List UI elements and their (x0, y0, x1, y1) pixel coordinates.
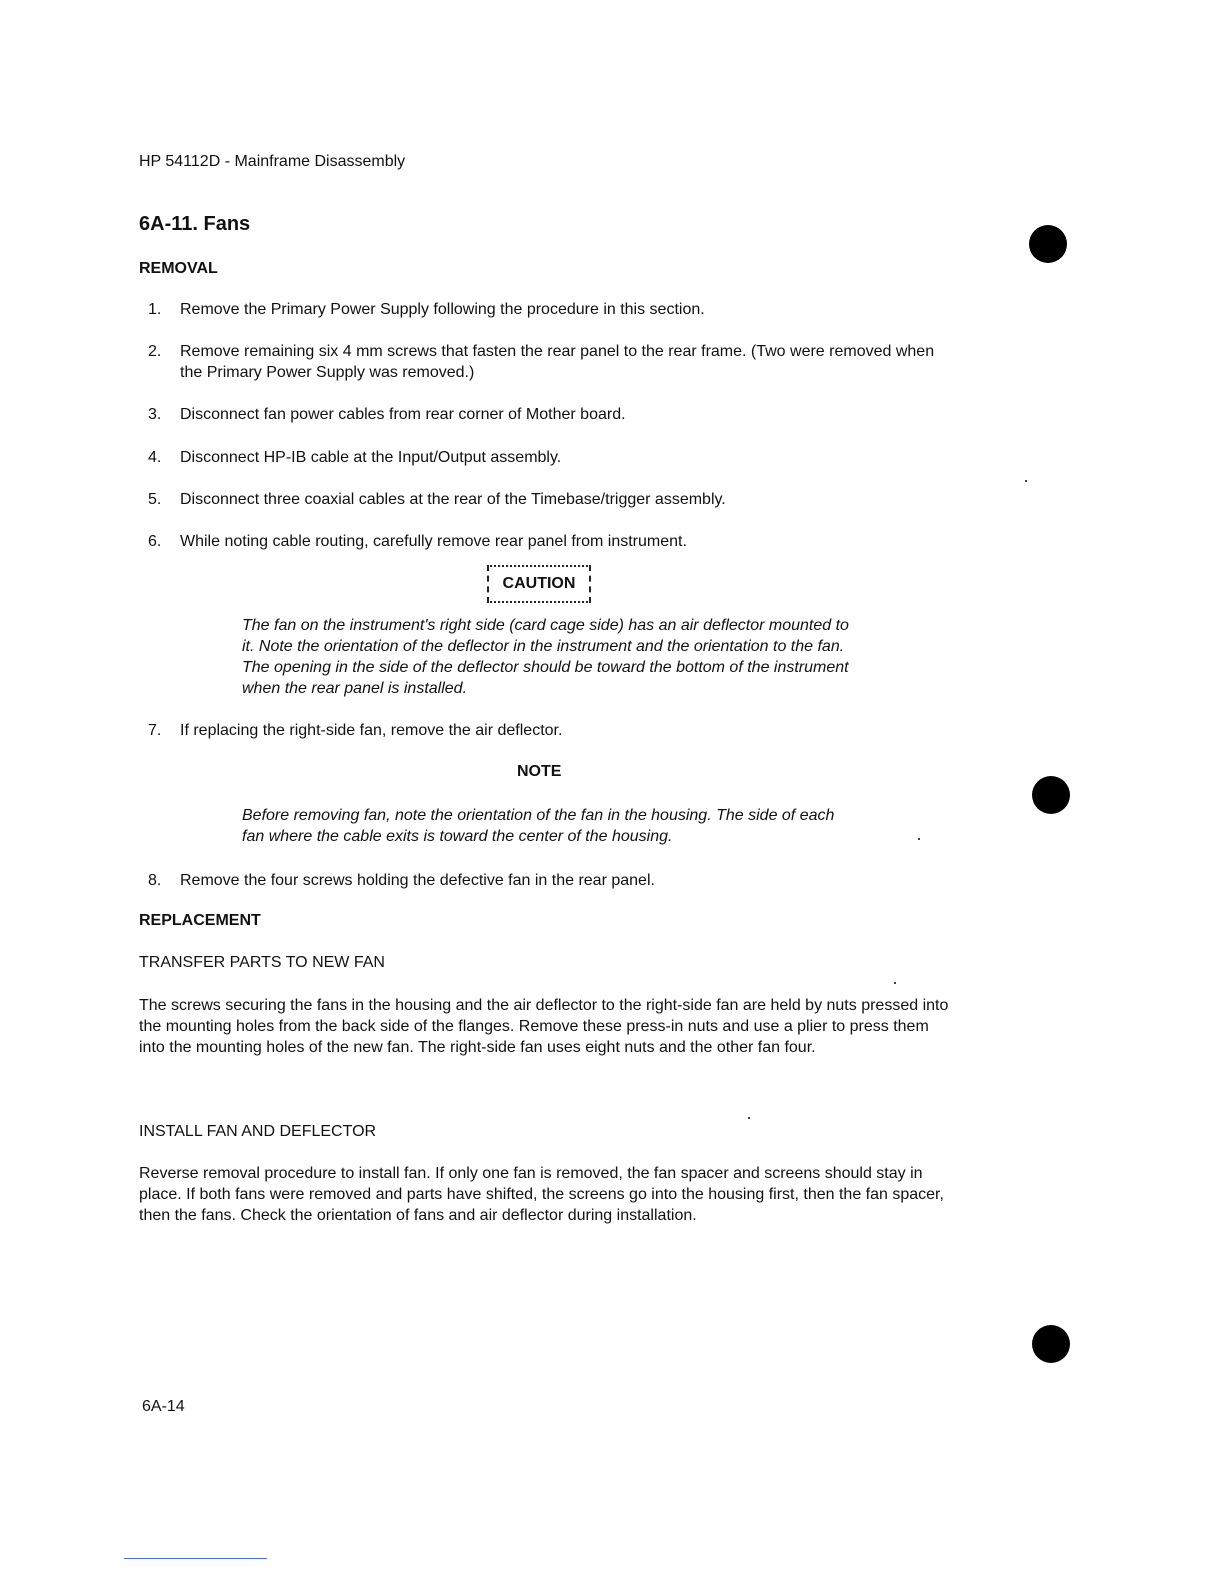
install-paragraph: Reverse removal procedure to install fan. If only one fan is removed, the fan spacer and screens should stay in place. If both fans were removed and parts have shifted, the screens go into the housing first, then the fan spacer, then the fans. Check the orientation of fans and air deflector during installation. (139, 1165, 944, 1224)
step-number: 7. (148, 722, 162, 739)
transfer-paragraph: The screws securing the fans in the housing and the air deflector to the right-side fan are held by nuts pressed into the mounting holes from the back side of the flanges. Remove these press-in nuts and use a plier to press them into the mounting holes of the new fan. The right-side fan uses eight nuts and the other fan four. (139, 997, 949, 1056)
bottom-rule (124, 1558, 267, 1559)
step-number: 3. (148, 406, 162, 423)
step-number: 8. (148, 872, 162, 889)
scan-speck (1025, 480, 1027, 482)
install-heading: INSTALL FAN AND DEFLECTOR (139, 1123, 377, 1140)
punch-hole-bottom (1032, 1325, 1070, 1363)
step-text: Remove the Primary Power Supply following the procedure in this section. (180, 301, 705, 318)
step-text: Disconnect HP-IB cable at the Input/Output assembly. (180, 449, 562, 466)
removal-heading: REMOVAL (139, 260, 218, 277)
punch-hole-top (1029, 225, 1067, 263)
step-number: 4. (148, 449, 162, 466)
step-text: Disconnect fan power cables from rear corner of Mother board. (180, 406, 626, 423)
step-text: While noting cable routing, carefully remove rear panel from instrument. (180, 533, 687, 550)
step-number: 1. (148, 301, 162, 318)
step-text: Remove remaining six 4 mm screws that fasten the rear panel to the rear frame. (Two were removed when the Primary Power Supply was removed.) (180, 343, 935, 381)
step-number: 6. (148, 533, 162, 550)
note-label: NOTE (517, 763, 562, 780)
caution-label: CAUTION (487, 565, 591, 603)
scan-speck (918, 838, 920, 840)
transfer-heading: TRANSFER PARTS TO NEW FAN (139, 954, 385, 971)
section-title: 6A-11. Fans (139, 213, 251, 235)
step-text: Disconnect three coaxial cables at the rear of the Timebase/trigger assembly. (180, 491, 726, 508)
caution-text: The fan on the instrument's right side (card cage side) has an air deflector mounted to it. Note the orientation of the deflector in the instrument and the orientation to the fan. The opening in the side of the deflector should be toward the bottom of the instrument when the rear panel is installed. (242, 617, 849, 697)
note-text: Before removing fan, note the orientation of the fan in the housing. The side of each fan where the cable exits is toward the center of the housing. (242, 807, 835, 845)
replacement-heading: REPLACEMENT (139, 912, 261, 929)
step-text: Remove the four screws holding the defective fan in the rear panel. (180, 872, 655, 889)
step-text: If replacing the right-side fan, remove the air deflector. (180, 722, 563, 739)
punch-hole-middle (1032, 776, 1070, 814)
scan-speck (748, 1117, 750, 1119)
step-number: 2. (148, 343, 162, 360)
page-number: 6A-14 (142, 1398, 185, 1415)
running-header: HP 54112D - Mainframe Disassembly (139, 153, 406, 170)
scan-speck (894, 982, 896, 984)
step-number: 5. (148, 491, 162, 508)
